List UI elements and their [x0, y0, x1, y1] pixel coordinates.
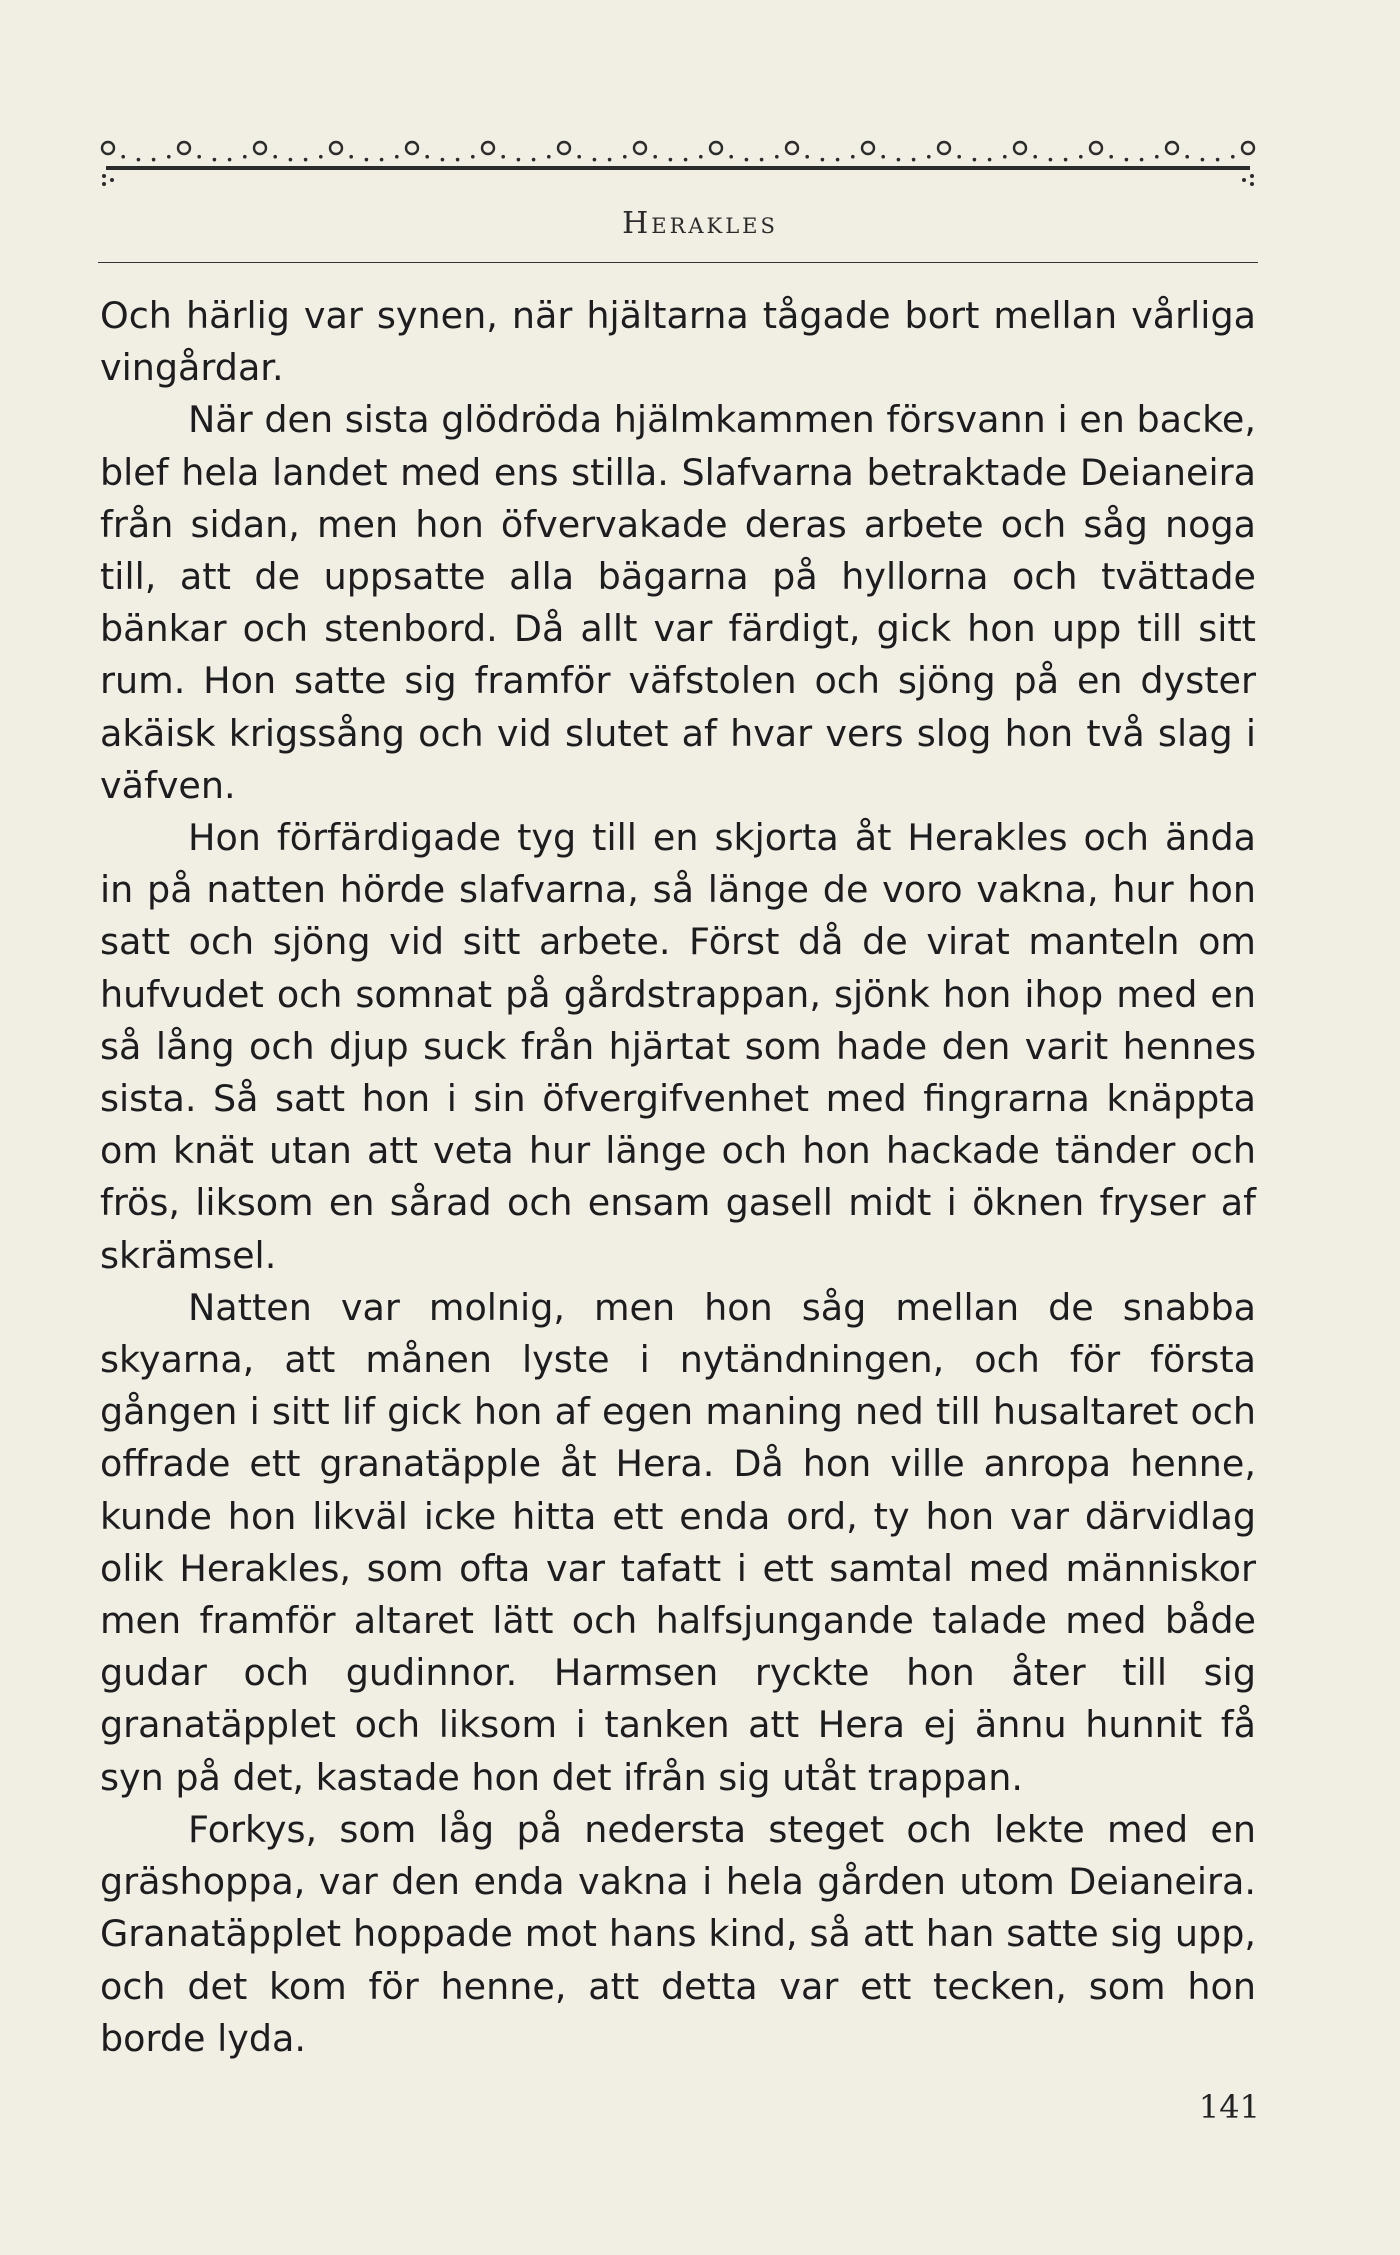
ornament-dot: [851, 155, 855, 159]
ornament-dot: [425, 155, 429, 159]
ornament-dot: [699, 155, 703, 159]
ornament-ring: [786, 142, 798, 154]
ornament-dot: [577, 155, 581, 159]
ornament-dot: [821, 158, 825, 162]
ornamental-header-border: [98, 118, 1258, 190]
ornament-ring: [862, 142, 874, 154]
ornament-dot: [395, 155, 399, 159]
ornament-ring: [1014, 142, 1026, 154]
ornament-dot: [517, 158, 521, 162]
ornament-dot: [775, 155, 779, 159]
ornament-dot: [137, 158, 141, 162]
ornament-corner-dot: [102, 182, 106, 186]
ornament-dot: [623, 155, 627, 159]
ornament-dot: [912, 158, 916, 162]
running-head: Herakles: [622, 206, 778, 241]
ornament-dot: [1155, 155, 1159, 159]
ornament-dot: [213, 158, 217, 162]
ornament-dot: [897, 158, 901, 162]
ornament-dot: [152, 158, 156, 162]
ornament-dot: [532, 158, 536, 162]
ornament-dot: [669, 158, 673, 162]
ornament-rule: [106, 166, 1250, 170]
ornament-dot: [1003, 155, 1007, 159]
body-text: [100, 290, 1256, 2065]
page-number: 141: [1198, 2088, 1260, 2126]
ornament-dot: [973, 158, 977, 162]
ornament-dot: [441, 158, 445, 162]
ornament-dot: [167, 155, 171, 159]
ornament-dot: [593, 158, 597, 162]
ornament-dot: [1033, 155, 1037, 159]
ornament-dot: [1125, 158, 1129, 162]
ornament-dot: [881, 155, 885, 159]
ornament-ring: [1166, 142, 1178, 154]
ornament-corner-dot: [102, 174, 106, 178]
ornament-dot: [1109, 155, 1113, 159]
ornament-ring: [634, 142, 646, 154]
ornament-dot: [243, 155, 247, 159]
ornament-ring: [1090, 142, 1102, 154]
ornament-dot: [365, 158, 369, 162]
ornament-dot: [1231, 155, 1235, 159]
paragraph: Hon förfärdigade tyg till en skjorta åt Herakles och ända in på natten hörde slafvarna, så länge de voro vakna, hur hon satt och sjöng vid sitt arbete. Först då de virat manteln om hufvudet och somnat på gårdstrappan, sjönk hon ihop med en så lång och djup suck från hjärtat som hade den varit hennes sista. Så satt hon i sin öfvergifvenhet med fingrarna knäppta om knät utan att veta hur länge och hon hackade tänder och frös, liksom en sårad och ensam gasell midt i öknen fryser af skrämsel.: [100, 816, 1256, 1277]
ornament-dot: [927, 155, 931, 159]
ornament-ring: [406, 142, 418, 154]
ornament-dot: [304, 158, 308, 162]
ornament-dot: [1049, 158, 1053, 162]
ornament-ring: [254, 142, 266, 154]
ornament-dot: [836, 158, 840, 162]
ornament-ring: [938, 142, 950, 154]
ornament-dot: [456, 158, 460, 162]
ornament-dot: [988, 158, 992, 162]
ornament-dot: [608, 158, 612, 162]
ornament-dot: [380, 158, 384, 162]
ornament-dot: [1079, 155, 1083, 159]
ornament-dot: [805, 155, 809, 159]
paragraph: När den sista glödröda hjälmkammen försvann i en backe, blef hela landet med ens stilla. Slafvarna betraktade Deianeira från sidan, men hon öfvervakade deras arbete och såg noga till, att de uppsatte alla bägarna på hyllorna och tvättade bänkar och stenbord. Då allt var färdigt, gick hon upp till sitt rum. Hon satte sig framför väfstolen och sjöng på en dyster akäisk krigssång och vid slutet af hvar vers slog hon två slag i väfven.: [100, 398, 1256, 807]
ornament-ring: [102, 142, 114, 154]
ornament-ring: [1242, 142, 1254, 154]
ornament-dot: [471, 155, 475, 159]
ornament-corner-dot: [1250, 182, 1254, 186]
ornament-dot: [197, 155, 201, 159]
ornament-dot: [1064, 158, 1068, 162]
ornament-ring: [482, 142, 494, 154]
ornament-dot: [745, 158, 749, 162]
ornament-ring: [710, 142, 722, 154]
ornament-ring: [558, 142, 570, 154]
ornament-dot: [501, 155, 505, 159]
ornament-dot: [121, 155, 125, 159]
ornament-ring: [330, 142, 342, 154]
ornament-ring: [178, 142, 190, 154]
ornament-dot: [760, 158, 764, 162]
ornament-dot: [1201, 158, 1205, 162]
ornament-dot: [547, 155, 551, 159]
paragraph: Natten var molnig, men hon såg mellan de snabba skyarna, att månen lyste i nytändningen, och för första gången i sitt lif gick hon af egen maning ned till husaltaret och offrade ett granatäpple åt Hera. Då hon ville anropa henne, kunde hon likväl icke hitta ett enda ord, ty hon var därvidlag olik Herakles, som ofta var tafatt i ett samtal med människor men framför altaret lätt och halfsjungande talade med både gudar och gudinnor. Harmsen ryckte hon åter till sig granatäpplet och liksom i tanken att Hera ej ännu hunnit få syn på det, kastade hon det ifrån sig utåt trappan.: [100, 1285, 1256, 1799]
header-rule: [98, 262, 1258, 263]
ornament-dot: [289, 158, 293, 162]
ornament-graphic: [98, 118, 1258, 190]
ornament-dot: [653, 155, 657, 159]
ornament-corner-dot: [1250, 174, 1254, 178]
ornament-dot: [1185, 155, 1189, 159]
ornament-dot: [349, 155, 353, 159]
ornament-corner-dot: [1242, 178, 1246, 182]
ornament-dot: [228, 158, 232, 162]
paragraph: Och härlig var synen, när hjältarna tågade bort mellan vårliga vingårdar.: [100, 294, 1256, 390]
ornament-dot: [273, 155, 277, 159]
ornament-dot: [684, 158, 688, 162]
ornament-dot: [1140, 158, 1144, 162]
ornament-dot: [729, 155, 733, 159]
paragraph: Forkys, som låg på nedersta steget och lekte med en gräshoppa, var den enda vakna i hela gården utom Deianeira. Granatäpplet hoppade mot hans kind, så att han satte sig upp, och det kom för henne, att detta var ett tecken, som hon borde lyda.: [100, 1807, 1256, 2060]
ornament-dot: [1216, 158, 1220, 162]
ornament-corner-dot: [110, 178, 114, 182]
ornament-dot: [957, 155, 961, 159]
ornament-dot: [319, 155, 323, 159]
